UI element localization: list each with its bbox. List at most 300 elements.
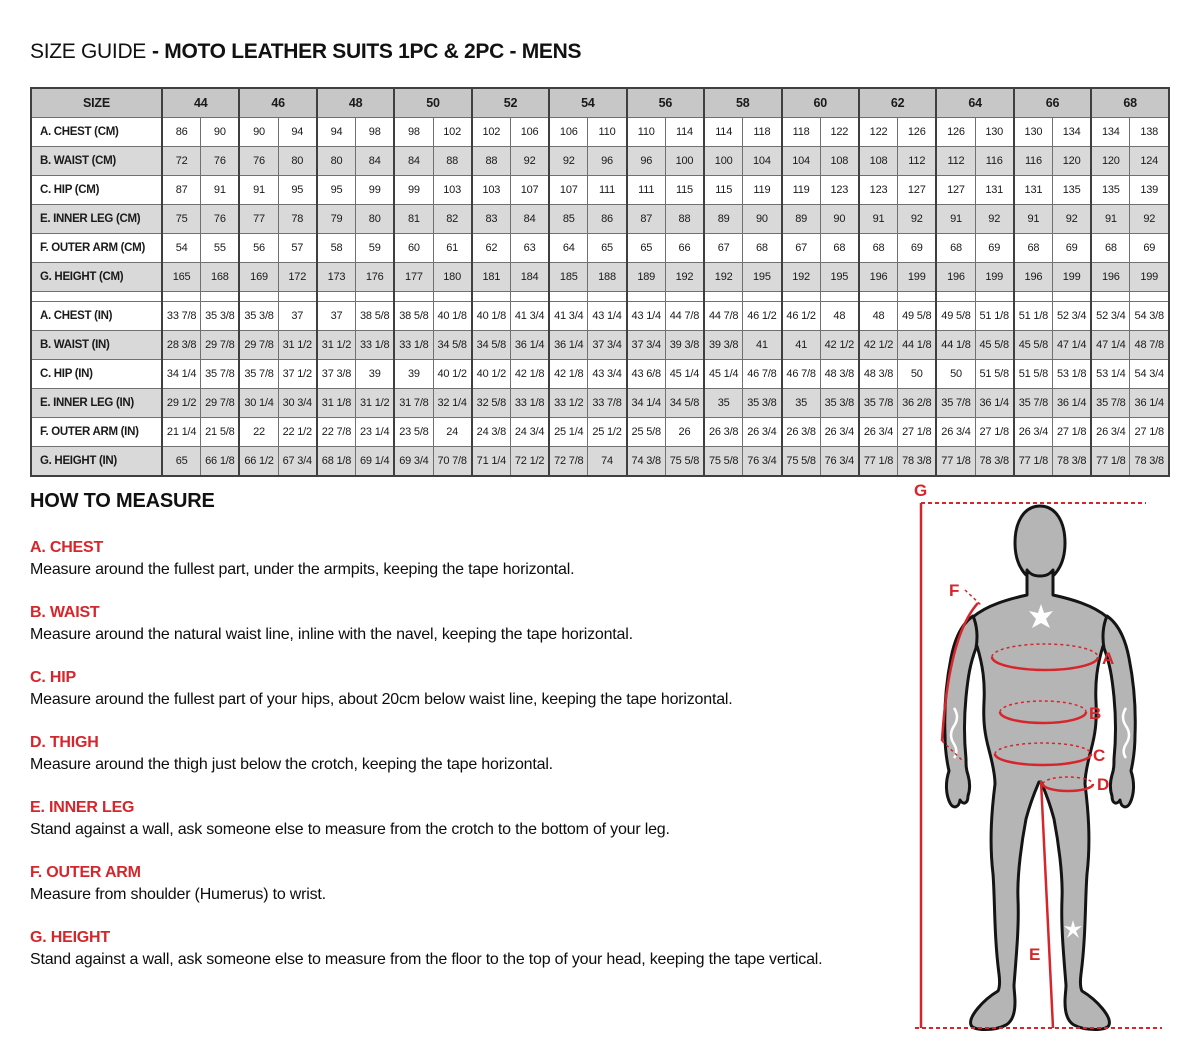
size-value-cell: 67 bbox=[782, 234, 821, 263]
size-value-cell: 87 bbox=[162, 176, 201, 205]
row-label: B. WAIST (IN) bbox=[31, 331, 162, 360]
size-value-cell: 52 3/4 bbox=[1091, 302, 1130, 331]
size-value-cell: 26 3/4 bbox=[859, 418, 898, 447]
measure-item-label: F. OUTER ARM bbox=[30, 864, 141, 881]
size-value-cell: 108 bbox=[859, 147, 898, 176]
size-value-cell: 34 1/4 bbox=[162, 360, 201, 389]
size-value-cell: 82 bbox=[433, 205, 472, 234]
size-value-cell: 44 7/8 bbox=[665, 302, 704, 331]
size-value-cell: 131 bbox=[975, 176, 1014, 205]
size-value-cell: 92 bbox=[510, 147, 549, 176]
size-value-cell: 43 3/4 bbox=[588, 360, 627, 389]
size-value-cell: 49 5/8 bbox=[936, 302, 975, 331]
size-table bbox=[30, 87, 1170, 477]
table-row bbox=[31, 302, 1169, 331]
size-value-cell: 95 bbox=[278, 176, 317, 205]
size-value-cell: 169 bbox=[239, 263, 278, 292]
size-value-cell: 189 bbox=[627, 263, 666, 292]
size-value-cell: 103 bbox=[472, 176, 511, 205]
size-value-cell: 134 bbox=[1091, 118, 1130, 147]
size-value-cell: 130 bbox=[975, 118, 1014, 147]
table-row bbox=[31, 263, 1169, 292]
size-value-cell: 92 bbox=[549, 147, 588, 176]
size-value-cell: 77 1/8 bbox=[936, 447, 975, 477]
label-b: B bbox=[1089, 704, 1102, 723]
size-value-cell: 29 7/8 bbox=[201, 331, 240, 360]
size-value-cell: 36 1/4 bbox=[510, 331, 549, 360]
size-value-cell: 48 3/8 bbox=[820, 360, 859, 389]
size-value-cell: 91 bbox=[859, 205, 898, 234]
size-value-cell: 31 1/2 bbox=[356, 389, 395, 418]
size-value-cell: 199 bbox=[1053, 263, 1092, 292]
label-g: G bbox=[914, 481, 928, 500]
size-value-cell: 35 bbox=[704, 389, 743, 418]
size-value-cell: 33 1/8 bbox=[510, 389, 549, 418]
size-value-cell: 176 bbox=[356, 263, 395, 292]
size-value-cell: 80 bbox=[278, 147, 317, 176]
size-value-cell: 65 bbox=[162, 447, 201, 477]
size-value-cell: 98 bbox=[394, 118, 433, 147]
size-value-cell: 45 5/8 bbox=[975, 331, 1014, 360]
size-column-header: 56 bbox=[627, 88, 704, 118]
size-value-cell: 185 bbox=[549, 263, 588, 292]
size-value-cell: 31 1/2 bbox=[317, 331, 356, 360]
size-value-cell: 165 bbox=[162, 263, 201, 292]
size-value-cell: 68 bbox=[743, 234, 782, 263]
size-value-cell: 90 bbox=[743, 205, 782, 234]
size-value-cell: 44 7/8 bbox=[704, 302, 743, 331]
size-value-cell: 37 3/8 bbox=[317, 360, 356, 389]
size-value-cell: 35 7/8 bbox=[1091, 389, 1130, 418]
size-value-cell: 26 3/4 bbox=[936, 418, 975, 447]
row-label: E. INNER LEG (IN) bbox=[31, 389, 162, 418]
size-value-cell: 104 bbox=[743, 147, 782, 176]
size-column-header: 58 bbox=[704, 88, 781, 118]
size-column-header: 66 bbox=[1014, 88, 1091, 118]
size-value-cell: 41 bbox=[782, 331, 821, 360]
size-value-cell: 48 7/8 bbox=[1130, 331, 1169, 360]
size-value-cell: 39 3/8 bbox=[704, 331, 743, 360]
size-value-cell: 87 bbox=[627, 205, 666, 234]
size-value-cell: 76 bbox=[201, 205, 240, 234]
size-value-cell: 21 5/8 bbox=[201, 418, 240, 447]
table-row bbox=[31, 418, 1169, 447]
size-value-cell: 23 1/4 bbox=[356, 418, 395, 447]
size-value-cell: 34 1/4 bbox=[627, 389, 666, 418]
row-label: F. OUTER ARM (CM) bbox=[31, 234, 162, 263]
spacer-cell bbox=[743, 292, 782, 302]
size-value-cell: 199 bbox=[898, 263, 937, 292]
size-value-cell: 115 bbox=[704, 176, 743, 205]
size-value-cell: 80 bbox=[317, 147, 356, 176]
size-value-cell: 55 bbox=[201, 234, 240, 263]
measure-item-label: D. THIGH bbox=[30, 734, 99, 751]
size-value-cell: 92 bbox=[1130, 205, 1169, 234]
size-value-cell: 41 3/4 bbox=[510, 302, 549, 331]
size-value-cell: 110 bbox=[627, 118, 666, 147]
size-value-cell: 184 bbox=[510, 263, 549, 292]
size-value-cell: 22 bbox=[239, 418, 278, 447]
size-value-cell: 103 bbox=[433, 176, 472, 205]
measure-item bbox=[30, 864, 915, 904]
size-value-cell: 37 bbox=[278, 302, 317, 331]
page-title-regular: SIZE GUIDE bbox=[30, 40, 147, 63]
size-value-cell: 116 bbox=[975, 147, 1014, 176]
size-value-cell: 99 bbox=[394, 176, 433, 205]
spacer-cell bbox=[975, 292, 1014, 302]
spacer-cell bbox=[472, 292, 511, 302]
size-value-cell: 23 5/8 bbox=[394, 418, 433, 447]
spacer-cell bbox=[820, 292, 859, 302]
size-value-cell: 68 bbox=[1091, 234, 1130, 263]
size-value-cell: 88 bbox=[665, 205, 704, 234]
size-value-cell: 127 bbox=[936, 176, 975, 205]
size-value-cell: 94 bbox=[278, 118, 317, 147]
size-value-cell: 126 bbox=[898, 118, 937, 147]
size-value-cell: 114 bbox=[704, 118, 743, 147]
size-value-cell: 84 bbox=[394, 147, 433, 176]
size-value-cell: 35 7/8 bbox=[239, 360, 278, 389]
size-value-cell: 36 1/4 bbox=[1053, 389, 1092, 418]
size-value-cell: 68 bbox=[1014, 234, 1053, 263]
size-value-cell: 188 bbox=[588, 263, 627, 292]
size-value-cell: 27 1/8 bbox=[898, 418, 937, 447]
size-value-cell: 74 3/8 bbox=[627, 447, 666, 477]
size-value-cell: 69 3/4 bbox=[394, 447, 433, 477]
measure-item-label: C. HIP bbox=[30, 669, 76, 686]
size-value-cell: 180 bbox=[433, 263, 472, 292]
size-value-cell: 26 3/4 bbox=[743, 418, 782, 447]
size-value-cell: 53 1/4 bbox=[1091, 360, 1130, 389]
table-row bbox=[31, 331, 1169, 360]
spacer-cell bbox=[549, 292, 588, 302]
size-column-header: 48 bbox=[317, 88, 394, 118]
size-value-cell: 61 bbox=[433, 234, 472, 263]
measure-item bbox=[30, 669, 915, 709]
body-measurement-diagram bbox=[905, 478, 1175, 1038]
size-value-cell: 65 bbox=[627, 234, 666, 263]
size-value-cell: 120 bbox=[1091, 147, 1130, 176]
size-value-cell: 33 1/2 bbox=[549, 389, 588, 418]
size-value-cell: 78 3/8 bbox=[1053, 447, 1092, 477]
size-column-header: 64 bbox=[936, 88, 1013, 118]
measure-item-text: Stand against a wall, ask someone else to measure from the crotch to the bottom of your leg. bbox=[30, 821, 670, 838]
spacer-cell bbox=[278, 292, 317, 302]
size-value-cell: 68 bbox=[859, 234, 898, 263]
size-value-cell: 71 1/4 bbox=[472, 447, 511, 477]
size-value-cell: 39 bbox=[394, 360, 433, 389]
size-value-cell: 77 bbox=[239, 205, 278, 234]
size-value-cell: 50 bbox=[898, 360, 937, 389]
size-value-cell: 67 3/4 bbox=[278, 447, 317, 477]
size-value-cell: 25 1/4 bbox=[549, 418, 588, 447]
size-value-cell: 138 bbox=[1130, 118, 1169, 147]
size-value-cell: 29 7/8 bbox=[239, 331, 278, 360]
size-value-cell: 24 3/8 bbox=[472, 418, 511, 447]
size-value-cell: 45 5/8 bbox=[1014, 331, 1053, 360]
measure-item-text: Measure around the fullest part of your hips, about 20cm below waist line, keeping the tape horizontal. bbox=[30, 691, 733, 708]
size-value-cell: 196 bbox=[1014, 263, 1053, 292]
size-value-cell: 83 bbox=[472, 205, 511, 234]
size-value-cell: 86 bbox=[588, 205, 627, 234]
size-value-cell: 35 7/8 bbox=[936, 389, 975, 418]
size-value-cell: 40 1/2 bbox=[433, 360, 472, 389]
size-value-cell: 199 bbox=[975, 263, 1014, 292]
size-value-cell: 107 bbox=[510, 176, 549, 205]
size-value-cell: 135 bbox=[1053, 176, 1092, 205]
size-value-cell: 181 bbox=[472, 263, 511, 292]
size-value-cell: 110 bbox=[588, 118, 627, 147]
size-value-cell: 25 5/8 bbox=[627, 418, 666, 447]
measure-item bbox=[30, 539, 915, 579]
size-value-cell: 91 bbox=[239, 176, 278, 205]
size-value-cell: 24 3/4 bbox=[510, 418, 549, 447]
size-value-cell: 32 1/4 bbox=[433, 389, 472, 418]
size-value-cell: 57 bbox=[278, 234, 317, 263]
size-value-cell: 35 7/8 bbox=[201, 360, 240, 389]
spacer-cell bbox=[782, 292, 821, 302]
size-value-cell: 26 3/8 bbox=[782, 418, 821, 447]
page-title-bold: - MOTO LEATHER SUITS 1PC & 2PC - MENS bbox=[152, 40, 582, 63]
size-value-cell: 30 3/4 bbox=[278, 389, 317, 418]
size-value-cell: 26 3/4 bbox=[820, 418, 859, 447]
size-value-cell: 38 5/8 bbox=[356, 302, 395, 331]
spacer-cell bbox=[898, 292, 937, 302]
size-value-cell: 69 bbox=[1130, 234, 1169, 263]
size-value-cell: 88 bbox=[433, 147, 472, 176]
size-value-cell: 60 bbox=[394, 234, 433, 263]
size-value-cell: 59 bbox=[356, 234, 395, 263]
size-value-cell: 104 bbox=[782, 147, 821, 176]
size-value-cell: 95 bbox=[317, 176, 356, 205]
spacer-cell bbox=[704, 292, 743, 302]
size-value-cell: 26 bbox=[665, 418, 704, 447]
table-row bbox=[31, 447, 1169, 477]
size-value-cell: 130 bbox=[1014, 118, 1053, 147]
measure-item bbox=[30, 929, 915, 969]
size-value-cell: 91 bbox=[201, 176, 240, 205]
measure-item-label: G. HEIGHT bbox=[30, 929, 110, 946]
size-value-cell: 37 bbox=[317, 302, 356, 331]
size-value-cell: 46 1/2 bbox=[782, 302, 821, 331]
spacer-cell bbox=[31, 292, 162, 302]
size-value-cell: 54 3/8 bbox=[1130, 302, 1169, 331]
size-value-cell: 46 7/8 bbox=[743, 360, 782, 389]
size-value-cell: 35 7/8 bbox=[1014, 389, 1053, 418]
table-header-row bbox=[31, 88, 1169, 118]
size-value-cell: 172 bbox=[278, 263, 317, 292]
measure-item bbox=[30, 799, 915, 839]
size-value-cell: 46 7/8 bbox=[782, 360, 821, 389]
body-left-arm bbox=[945, 616, 977, 807]
row-label: B. WAIST (CM) bbox=[31, 147, 162, 176]
size-value-cell: 90 bbox=[820, 205, 859, 234]
size-value-cell: 173 bbox=[317, 263, 356, 292]
size-value-cell: 27 1/8 bbox=[1053, 418, 1092, 447]
size-value-cell: 91 bbox=[1014, 205, 1053, 234]
size-value-cell: 119 bbox=[782, 176, 821, 205]
size-value-cell: 58 bbox=[317, 234, 356, 263]
size-value-cell: 40 1/2 bbox=[472, 360, 511, 389]
label-c: C bbox=[1093, 746, 1106, 765]
size-value-cell: 119 bbox=[743, 176, 782, 205]
size-value-cell: 134 bbox=[1053, 118, 1092, 147]
size-value-cell: 51 1/8 bbox=[975, 302, 1014, 331]
size-value-cell: 65 bbox=[588, 234, 627, 263]
size-value-cell: 72 1/2 bbox=[510, 447, 549, 477]
size-value-cell: 54 bbox=[162, 234, 201, 263]
section-heading: HOW TO MEASURE bbox=[30, 490, 215, 512]
size-value-cell: 102 bbox=[433, 118, 472, 147]
size-value-cell: 34 5/8 bbox=[433, 331, 472, 360]
size-value-cell: 35 3/8 bbox=[239, 302, 278, 331]
size-value-cell: 62 bbox=[472, 234, 511, 263]
spacer-cell bbox=[1014, 292, 1053, 302]
size-value-cell: 56 bbox=[239, 234, 278, 263]
size-value-cell: 28 3/8 bbox=[162, 331, 201, 360]
size-value-cell: 35 3/8 bbox=[820, 389, 859, 418]
size-value-cell: 24 bbox=[433, 418, 472, 447]
size-value-cell: 122 bbox=[820, 118, 859, 147]
size-value-cell: 90 bbox=[239, 118, 278, 147]
size-value-cell: 48 bbox=[820, 302, 859, 331]
size-column-header: 68 bbox=[1091, 88, 1169, 118]
size-value-cell: 45 1/4 bbox=[665, 360, 704, 389]
size-value-cell: 69 1/4 bbox=[356, 447, 395, 477]
size-value-cell: 33 1/8 bbox=[394, 331, 433, 360]
size-value-cell: 51 5/8 bbox=[1014, 360, 1053, 389]
size-value-cell: 66 1/8 bbox=[201, 447, 240, 477]
size-value-cell: 192 bbox=[704, 263, 743, 292]
size-value-cell: 192 bbox=[782, 263, 821, 292]
size-value-cell: 22 1/2 bbox=[278, 418, 317, 447]
size-value-cell: 199 bbox=[1130, 263, 1169, 292]
section-spacer-row bbox=[31, 292, 1169, 302]
row-label: G. HEIGHT (IN) bbox=[31, 447, 162, 477]
size-value-cell: 195 bbox=[820, 263, 859, 292]
label-d: D bbox=[1097, 775, 1110, 794]
size-value-cell: 39 3/8 bbox=[665, 331, 704, 360]
measure-item bbox=[30, 604, 915, 644]
measure-item-label: A. CHEST bbox=[30, 539, 104, 556]
size-value-cell: 76 3/4 bbox=[743, 447, 782, 477]
size-value-cell: 40 1/8 bbox=[433, 302, 472, 331]
size-value-cell: 196 bbox=[1091, 263, 1130, 292]
size-value-cell: 75 5/8 bbox=[665, 447, 704, 477]
size-value-cell: 37 1/2 bbox=[278, 360, 317, 389]
spacer-cell bbox=[859, 292, 898, 302]
size-value-cell: 48 3/8 bbox=[859, 360, 898, 389]
size-value-cell: 36 1/4 bbox=[1130, 389, 1169, 418]
size-value-cell: 41 bbox=[743, 331, 782, 360]
size-value-cell: 33 7/8 bbox=[588, 389, 627, 418]
size-value-cell: 37 3/4 bbox=[588, 331, 627, 360]
body-head bbox=[1015, 506, 1065, 581]
size-value-cell: 76 bbox=[201, 147, 240, 176]
size-value-cell: 94 bbox=[317, 118, 356, 147]
size-value-cell: 123 bbox=[859, 176, 898, 205]
size-value-cell: 80 bbox=[356, 205, 395, 234]
row-label: G. HEIGHT (CM) bbox=[31, 263, 162, 292]
size-value-cell: 35 3/8 bbox=[743, 389, 782, 418]
size-value-cell: 92 bbox=[975, 205, 1014, 234]
size-value-cell: 195 bbox=[743, 263, 782, 292]
spacer-cell bbox=[936, 292, 975, 302]
size-value-cell: 92 bbox=[898, 205, 937, 234]
size-column-header: 62 bbox=[859, 88, 936, 118]
how-to-measure-section bbox=[30, 490, 915, 994]
measure-item-text: Measure around the thigh just below the crotch, keeping the tape horizontal. bbox=[30, 756, 553, 773]
table-row bbox=[31, 389, 1169, 418]
size-value-cell: 31 1/2 bbox=[278, 331, 317, 360]
size-value-cell: 29 1/2 bbox=[162, 389, 201, 418]
spacer-cell bbox=[317, 292, 356, 302]
size-value-cell: 112 bbox=[898, 147, 937, 176]
size-value-cell: 25 1/2 bbox=[588, 418, 627, 447]
size-value-cell: 68 1/8 bbox=[317, 447, 356, 477]
size-value-cell: 49 5/8 bbox=[898, 302, 937, 331]
size-value-cell: 72 bbox=[162, 147, 201, 176]
size-column-header: 54 bbox=[549, 88, 626, 118]
size-value-cell: 118 bbox=[743, 118, 782, 147]
size-column-header: 60 bbox=[782, 88, 859, 118]
size-value-cell: 177 bbox=[394, 263, 433, 292]
size-value-cell: 42 1/2 bbox=[820, 331, 859, 360]
size-value-cell: 67 bbox=[704, 234, 743, 263]
spacer-cell bbox=[665, 292, 704, 302]
size-value-cell: 31 7/8 bbox=[394, 389, 433, 418]
size-value-cell: 90 bbox=[201, 118, 240, 147]
size-value-cell: 135 bbox=[1091, 176, 1130, 205]
measure-item bbox=[30, 734, 915, 774]
size-value-cell: 126 bbox=[936, 118, 975, 147]
size-value-cell: 98 bbox=[356, 118, 395, 147]
size-value-cell: 116 bbox=[1014, 147, 1053, 176]
size-value-cell: 26 3/8 bbox=[704, 418, 743, 447]
size-value-cell: 120 bbox=[1053, 147, 1092, 176]
size-value-cell: 52 3/4 bbox=[1053, 302, 1092, 331]
size-value-cell: 102 bbox=[472, 118, 511, 147]
size-value-cell: 107 bbox=[549, 176, 588, 205]
size-value-cell: 47 1/4 bbox=[1053, 331, 1092, 360]
size-value-cell: 43 1/4 bbox=[627, 302, 666, 331]
size-value-cell: 75 bbox=[162, 205, 201, 234]
measure-item-label: E. INNER LEG bbox=[30, 799, 135, 816]
size-value-cell: 48 bbox=[859, 302, 898, 331]
size-value-cell: 64 bbox=[549, 234, 588, 263]
size-value-cell: 35 bbox=[782, 389, 821, 418]
size-value-cell: 69 bbox=[898, 234, 937, 263]
size-value-cell: 21 1/4 bbox=[162, 418, 201, 447]
measure-item-text: Measure from shoulder (Humerus) to wrist. bbox=[30, 886, 326, 903]
spacer-cell bbox=[433, 292, 472, 302]
size-value-cell: 78 3/8 bbox=[975, 447, 1014, 477]
size-value-cell: 74 bbox=[588, 447, 627, 477]
size-value-cell: 35 3/8 bbox=[201, 302, 240, 331]
size-value-cell: 43 1/4 bbox=[588, 302, 627, 331]
table-row bbox=[31, 176, 1169, 205]
size-value-cell: 196 bbox=[859, 263, 898, 292]
size-value-cell: 139 bbox=[1130, 176, 1169, 205]
size-value-cell: 111 bbox=[627, 176, 666, 205]
size-value-cell: 123 bbox=[820, 176, 859, 205]
spacer-cell bbox=[1053, 292, 1092, 302]
size-value-cell: 68 bbox=[936, 234, 975, 263]
size-value-cell: 84 bbox=[510, 205, 549, 234]
size-value-cell: 118 bbox=[782, 118, 821, 147]
table-row bbox=[31, 118, 1169, 147]
row-label: C. HIP (CM) bbox=[31, 176, 162, 205]
